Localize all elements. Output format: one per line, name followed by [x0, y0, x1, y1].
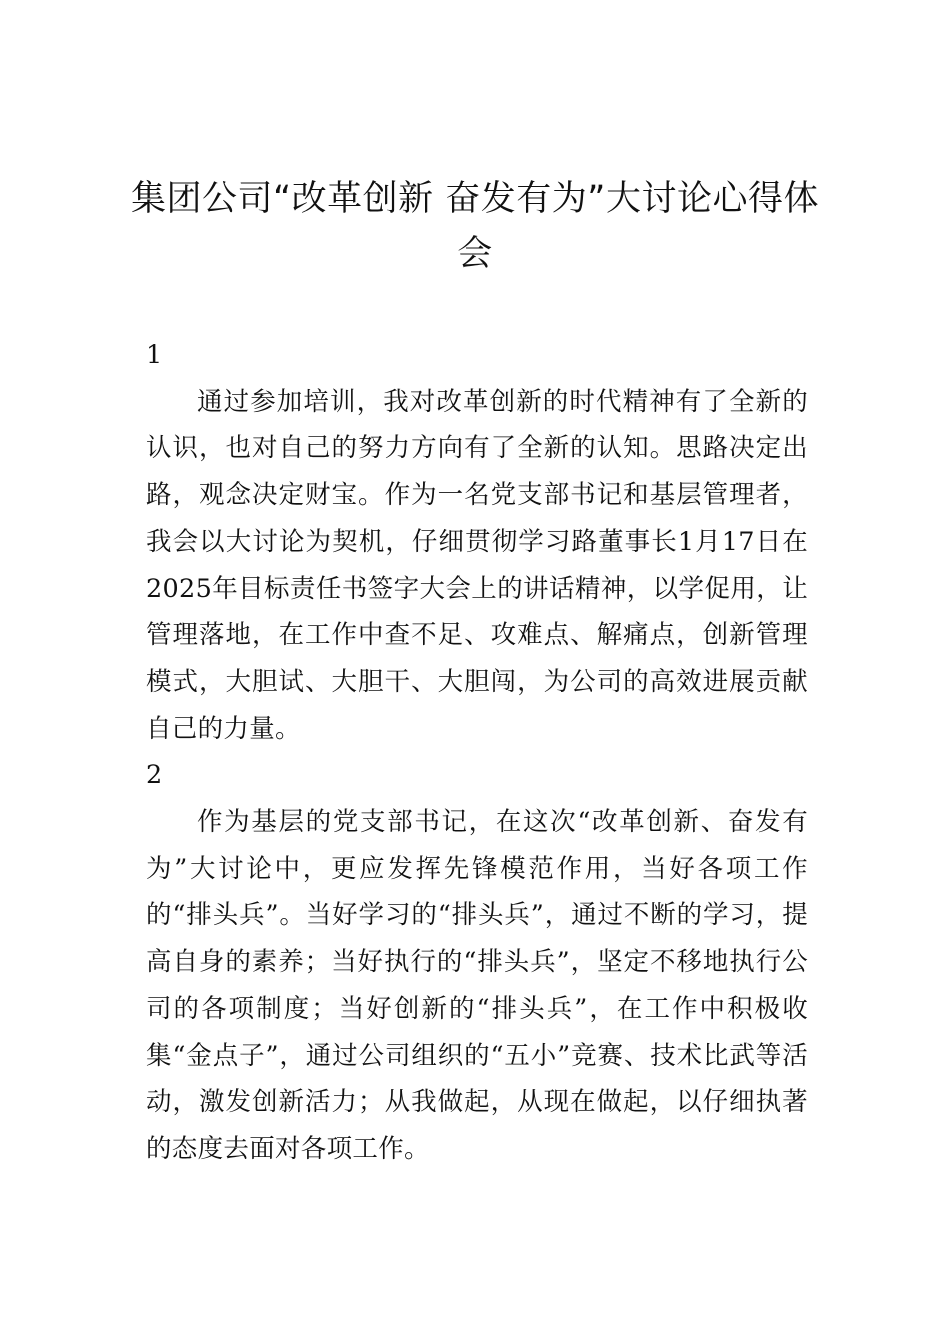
section-paragraph-2: 作为基层的党支部书记，在这次“改革创新、奋发有为”大讨论中，更应发挥先锋模范作用，当好各项工作的“排头兵”。当好学习的“排头兵”，通过不断的学习，提高自身的素养；当好执行的“排头兵”，坚定不移地执行公司的各项制度；当好创新的“排头兵”，在工作中积极收集“金点子”，通过公司组织的“五小”竞赛、技术比武等活动，激发创新活力；从我做起，从现在做起，以仔细执著的态度去面对各项工作。 — [146, 807, 808, 1164]
section-number-1: 1 — [146, 340, 163, 370]
document-title: 集团公司“改革创新 奋发有为”大讨论心得体会 — [131, 179, 819, 274]
section-number-2: 2 — [146, 760, 163, 791]
section-paragraph-1: 通过参加培训，我对改革创新的时代精神有了全新的认识，也对自己的努力方向有了全新的认知。思路决定出路，观念决定财宝。作为一名党支部书记和基层管理者，我会以大讨论为契机，仔细贯彻学习路董事长1月17日在2025年目标责任书签字大会上的讲话精神，以学促用，让管理落地，在工作中查不足、攻难点、解痛点，创新管理模式，大胆试、大胆干、大胆闯，为公司的高效进展贡献自己的力量。 — [146, 386, 808, 744]
document-body — [146, 332, 808, 1173]
